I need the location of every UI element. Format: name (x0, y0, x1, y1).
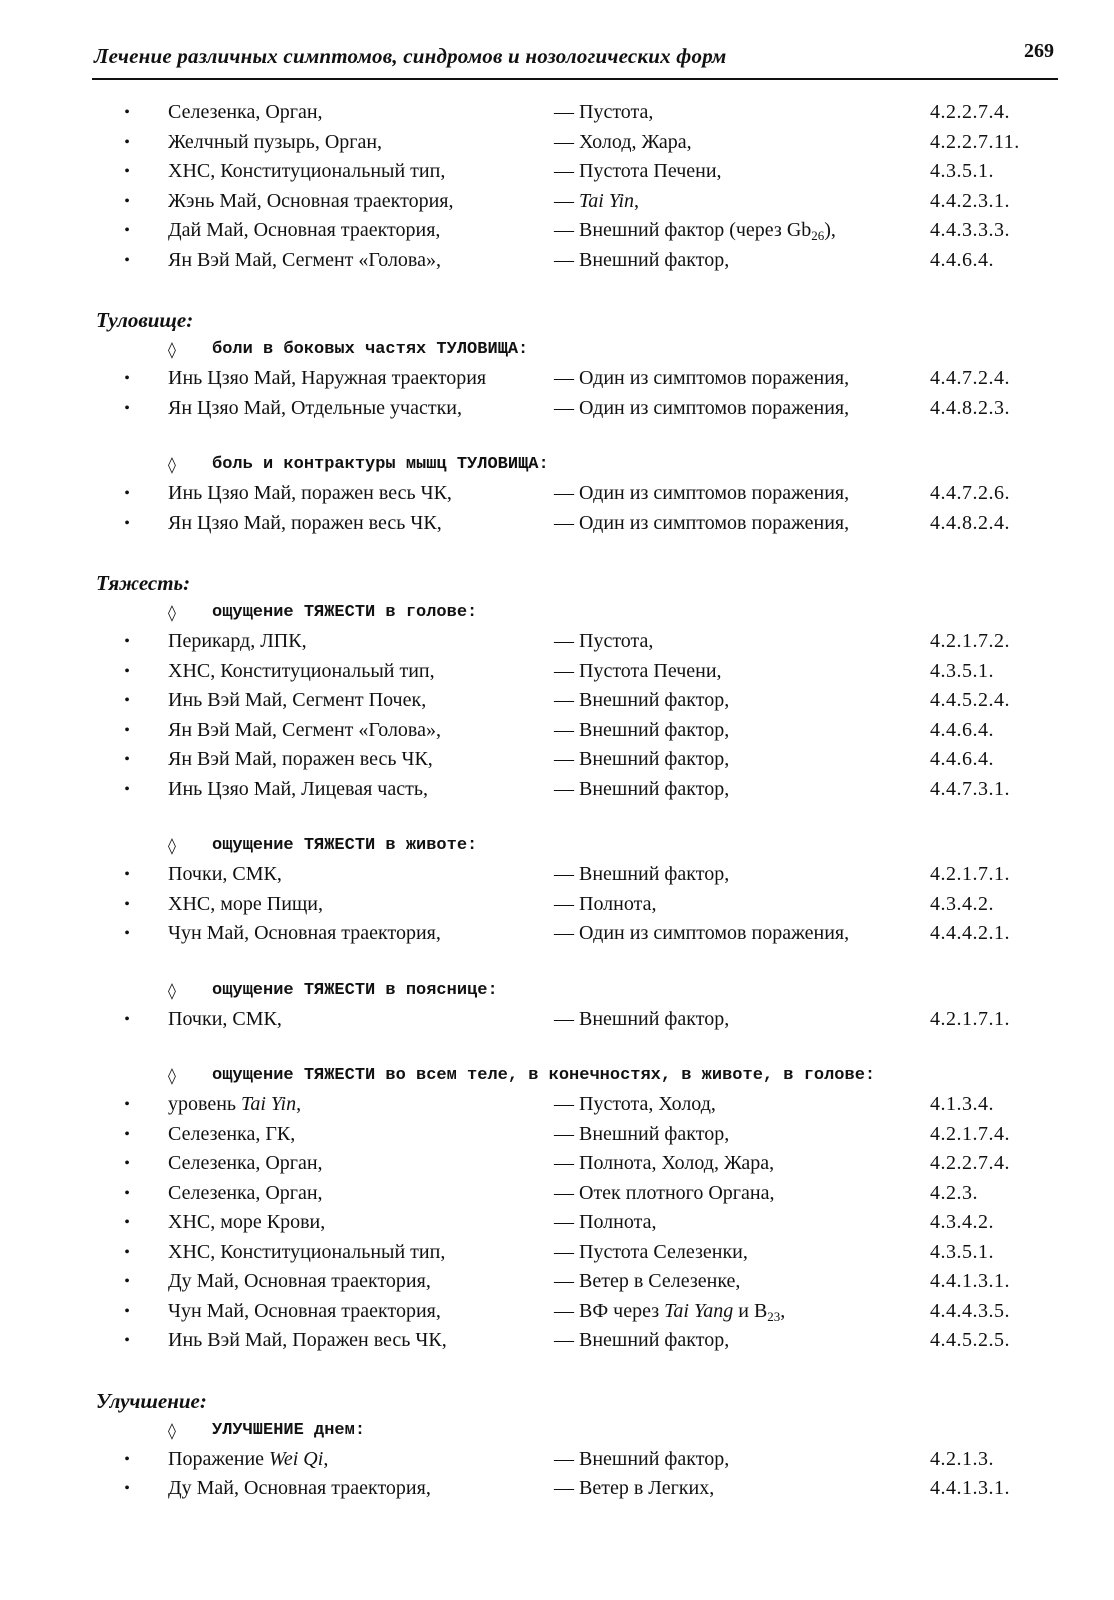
entry-row (0, 686, 1114, 716)
entry-name: Инь Цзяо Май, Лицевая часть, (168, 777, 428, 800)
bullet-icon: • (124, 485, 130, 502)
subheading-text: ощущение ТЯЖЕСТИ в голове: (212, 603, 478, 622)
bullet-icon: • (124, 163, 130, 180)
bullet-icon: • (124, 895, 130, 913)
bullet-icon: • (124, 104, 130, 121)
entry-name: Селезенка, ГК, (168, 1122, 296, 1145)
subheading (0, 598, 1114, 627)
entry-row (0, 1179, 1114, 1209)
entry-row (0, 187, 1114, 217)
subheading (0, 335, 1114, 364)
entry-condition: — Пустота Печени, (554, 659, 722, 682)
cell-part: , (296, 1093, 302, 1115)
entry-row (0, 479, 1114, 509)
entry-name: Ян Цзяо Май, Отдельные участки, (168, 396, 463, 419)
bullet-icon: • (124, 780, 130, 798)
bullet-icon: • (124, 370, 130, 387)
entry-condition: — Полнота, (554, 1211, 657, 1233)
bullet-icon: • (124, 1332, 130, 1349)
entry-name: Дай Май, Основная траектория, (168, 219, 441, 241)
entry-reference: 4.4.6.4. (930, 248, 994, 271)
entry-reference: 4.2.3. (930, 1181, 978, 1204)
entry-condition: — Внешний фактор, (554, 1447, 730, 1470)
subheading (0, 450, 1114, 479)
entry-list (0, 860, 1114, 949)
entry-reference: 4.3.5.1. (930, 659, 994, 682)
entry-reference: 4.3.4.2. (930, 1211, 994, 1233)
entry-row (0, 657, 1114, 687)
bullet-icon: • (124, 222, 130, 239)
bullet-icon: • (124, 399, 130, 417)
entry-name: Инь Цзяо Май, Наружная траектория (168, 367, 487, 389)
entry-name: Чун Май, Основная траектория, (168, 1299, 441, 1322)
entry-reference: 4.4.5.2.4. (930, 689, 1010, 711)
entry-condition: — Один из симптомов поражения, (554, 922, 850, 944)
bullet-icon: • (124, 721, 130, 739)
subheading-text: ощущение ТЯЖЕСТИ во всем теле, в конечностях, в животе, в голове: (212, 1066, 876, 1085)
cell-part: 23 (767, 1308, 781, 1324)
page-content (0, 98, 1114, 1504)
entry-reference: 4.4.6.4. (930, 718, 994, 741)
cell-part: уровень (168, 1093, 242, 1115)
entry-name: Селезенка, Орган, (168, 101, 323, 123)
entry-name: Ду Май, Основная траектория, (168, 1270, 431, 1292)
cell-part: — (554, 189, 579, 212)
cell-part: ), (824, 219, 836, 241)
section-heading: Улучшение: (96, 1388, 207, 1413)
bullet-icon: • (124, 1010, 130, 1028)
entry-condition: — Внешний фактор, (554, 1329, 730, 1351)
entry-row (0, 246, 1114, 276)
bullet-icon: • (124, 1302, 130, 1320)
entry-condition: — Внешний фактор, (554, 748, 730, 770)
section-continued-list (0, 98, 1114, 275)
entry-name: Чун Май, Основная траектория, (168, 922, 441, 944)
entry-condition: — Ветер в Селезенке, (554, 1270, 741, 1292)
entry-reference: 4.4.4.3.5. (930, 1299, 1010, 1322)
entry-reference: 4.3.4.2. (930, 892, 994, 915)
entry-condition: — Пустота Селезенки, (554, 1240, 748, 1263)
entry-list (0, 1445, 1114, 1504)
diamond-icon: ◊ (168, 980, 176, 1000)
entry-row (0, 1005, 1114, 1035)
entry-name: Инь Цзяо Май, поражен весь ЧК, (168, 482, 452, 504)
bullet-icon: • (124, 1480, 130, 1497)
entry-reference: 4.1.3.4. (930, 1093, 994, 1115)
entry-reference: 4.4.6.4. (930, 748, 994, 770)
entry-row (0, 1149, 1114, 1179)
diamond-icon: ◊ (168, 836, 176, 855)
bullet-icon: • (124, 251, 130, 269)
running-header (92, 38, 1058, 80)
entry-condition: — Внешний фактор, (554, 863, 730, 885)
cell-part: Tai Yang (664, 1299, 734, 1322)
entry-reference: 4.4.7.3.1. (930, 777, 1010, 800)
entry-row (0, 1297, 1114, 1327)
entry-reference: 4.2.1.7.2. (930, 630, 1010, 652)
entry-name: Ду Май, Основная траектория, (168, 1477, 431, 1499)
entry-row (0, 1474, 1114, 1504)
entry-condition: — Пустота, (554, 630, 654, 652)
entry-name: ХНС, море Пищи, (168, 892, 324, 915)
entry-reference: 4.2.2.7.11. (930, 130, 1020, 153)
subheading (0, 1416, 1114, 1445)
bullet-icon: • (124, 1125, 130, 1143)
entry-name: Жэнь Май, Основная траектория, (168, 189, 454, 212)
subheading (0, 831, 1114, 860)
bullet-icon: • (124, 866, 130, 883)
entry-name: Желчный пузырь, Орган, (168, 130, 383, 153)
entry-row (0, 716, 1114, 746)
entry-row (0, 364, 1114, 394)
entry-reference: 4.4.1.3.1. (930, 1270, 1010, 1292)
entry-condition (554, 216, 836, 246)
entry-condition: — Пустота, (554, 101, 654, 123)
diamond-icon: ◊ (168, 603, 176, 622)
entry-name: Ян Вэй Май, Сегмент «Голова», (168, 718, 441, 741)
entry-row (0, 1267, 1114, 1297)
entry-reference: 4.4.7.2.4. (930, 367, 1010, 389)
bullet-icon: • (124, 692, 130, 709)
entry-row (0, 509, 1114, 539)
entry-reference: 4.2.2.7.4. (930, 1152, 1010, 1174)
entry-condition: — Внешний фактор, (554, 689, 730, 711)
entry-name: Почки, СМК, (168, 1007, 282, 1030)
bullet-icon: • (124, 514, 130, 532)
diamond-icon: ◊ (168, 340, 176, 359)
cell-part: Tai Yin (241, 1093, 297, 1115)
entry-condition: — Пустота, Холод, (554, 1093, 716, 1115)
entry-row (0, 745, 1114, 775)
cell-part: , (323, 1447, 329, 1470)
entry-condition: — Внешний фактор, (554, 1007, 730, 1030)
entry-list (0, 364, 1114, 423)
subheading-text: УЛУЧШЕНИЕ днем: (212, 1420, 366, 1440)
cell-part: 26 (811, 228, 825, 243)
bullet-icon: • (124, 1096, 130, 1113)
entry-name (168, 1445, 328, 1475)
entry-reference: 4.4.1.3.1. (930, 1477, 1010, 1499)
entry-row (0, 98, 1114, 128)
entry-reference: 4.4.5.2.5. (930, 1329, 1010, 1351)
entry-row (0, 890, 1114, 920)
entry-list (0, 479, 1114, 538)
entry-condition (554, 187, 639, 217)
entry-condition: — Один из симптомов поражения, (554, 482, 850, 504)
entry-reference: 4.2.1.7.4. (930, 1122, 1010, 1145)
cell-part: — ВФ через (554, 1299, 665, 1322)
cell-part: , (634, 189, 640, 212)
bullet-icon: • (124, 1214, 130, 1231)
entry-name: Ян Вэй Май, Сегмент «Голова», (168, 248, 441, 271)
subheading-text: боли в боковых частях ТУЛОВИЩА: (212, 340, 529, 359)
entry-name: Перикард, ЛПК, (168, 630, 307, 652)
bullet-icon: • (124, 633, 130, 650)
entry-reference: 4.4.2.3.1. (930, 189, 1010, 212)
entry-reference: 4.2.2.7.4. (930, 101, 1010, 123)
entry-reference: 4.4.3.3.3. (930, 219, 1010, 241)
entry-name: Ян Цзяо Май, поражен весь ЧК, (168, 511, 442, 534)
entry-row (0, 1208, 1114, 1238)
entry-condition: — Холод, Жара, (554, 130, 692, 153)
entry-row (0, 128, 1114, 158)
bullet-icon: • (124, 133, 130, 151)
entry-condition: — Полнота, (554, 892, 657, 915)
bullet-icon: • (124, 751, 130, 768)
entry-name: ХНС, Конституциональный тип, (168, 1240, 446, 1263)
entry-row (0, 216, 1114, 246)
entry-reference: 4.3.5.1. (930, 160, 994, 182)
entry-name (168, 1090, 301, 1120)
bullet-icon: • (124, 925, 130, 942)
entry-name: ХНС, Конституциональный тип, (168, 160, 446, 182)
cell-part: Tai Yin (579, 189, 635, 212)
section-heaviness (0, 568, 1114, 1356)
cell-part: Wei Qi (269, 1447, 324, 1470)
entry-reference: 4.2.1.7.1. (930, 1007, 1010, 1030)
subheading-text: ощущение ТЯЖЕСТИ в животе: (212, 836, 478, 855)
bullet-icon: • (124, 1273, 130, 1290)
cell-part: , (780, 1299, 786, 1322)
entry-condition: — Внешний фактор, (554, 718, 730, 741)
entry-name: Почки, СМК, (168, 863, 282, 885)
running-header-title: Лечение различных симптомов, синдромов и нозологических форм (94, 44, 727, 68)
entry-name: Инь Вэй Май, Сегмент Почек, (168, 689, 427, 711)
entry-row (0, 1090, 1114, 1120)
entry-row (0, 919, 1114, 949)
entry-condition: — Один из симптомов поражения, (554, 511, 850, 534)
entry-name: ХНС, море Крови, (168, 1211, 326, 1233)
bullet-icon: • (124, 1450, 130, 1468)
entry-condition: — Внешний фактор, (554, 1122, 730, 1145)
bullet-icon: • (124, 662, 130, 680)
entry-name: Селезенка, Орган, (168, 1152, 323, 1174)
entry-condition: — Полнота, Холод, Жара, (554, 1152, 775, 1174)
diamond-icon: ◊ (168, 1420, 176, 1440)
diamond-icon: ◊ (168, 455, 176, 474)
entry-name: Селезенка, Орган, (168, 1181, 323, 1204)
entry-name: ХНС, Конституциональый тип, (168, 659, 435, 682)
entry-name: Ян Вэй Май, поражен весь ЧК, (168, 748, 433, 770)
entry-reference: 4.2.1.7.1. (930, 863, 1010, 885)
section-heading: Тяжесть: (96, 571, 191, 595)
entry-reference: 4.4.8.2.3. (930, 396, 1010, 419)
entry-row (0, 1326, 1114, 1356)
diamond-icon: ◊ (168, 1066, 176, 1085)
entry-condition: — Один из симптомов поражения, (554, 396, 850, 419)
entry-reference: 4.2.1.3. (930, 1447, 994, 1470)
cell-part: — Внешний фактор (через Gb (554, 219, 812, 241)
entry-name: Инь Вэй Май, Поражен весь ЧК, (168, 1329, 447, 1351)
entry-condition: — Отек плотного Органа, (554, 1181, 775, 1204)
entry-reference: 4.4.4.2.1. (930, 922, 1010, 944)
entry-reference: 4.4.8.2.4. (930, 511, 1010, 534)
entry-list (0, 1090, 1114, 1356)
bullet-icon: • (124, 1243, 130, 1261)
entry-row (0, 775, 1114, 805)
entry-condition: — Внешний фактор, (554, 248, 730, 271)
entry-list (0, 1005, 1114, 1035)
bullet-icon: • (124, 1155, 130, 1172)
entry-condition (554, 1297, 785, 1327)
entry-row (0, 157, 1114, 187)
section-torso (0, 305, 1114, 538)
entry-list (0, 627, 1114, 804)
entry-row (0, 394, 1114, 424)
entry-row (0, 1238, 1114, 1268)
bullet-icon: • (124, 192, 130, 210)
entry-condition: — Внешний фактор, (554, 777, 730, 800)
entry-row (0, 1445, 1114, 1475)
cell-part: и B (733, 1299, 768, 1322)
entry-condition: — Ветер в Легких, (554, 1477, 715, 1499)
entry-row (0, 860, 1114, 890)
entry-condition: — Пустота Печени, (554, 160, 722, 182)
cell-part: Поражение (168, 1447, 270, 1470)
subheading-text: боль и контрактуры мышц ТУЛОВИЩА: (212, 455, 549, 474)
entry-condition: — Один из симптомов поражения, (554, 367, 850, 389)
entry-reference: 4.4.7.2.6. (930, 482, 1010, 504)
entry-row (0, 627, 1114, 657)
subheading (0, 976, 1114, 1005)
page-number: 269 (1024, 40, 1054, 62)
entry-reference: 4.3.5.1. (930, 1240, 994, 1263)
subheading-text: ощущение ТЯЖЕСТИ в пояснице: (212, 980, 498, 1000)
subheading (0, 1061, 1114, 1090)
entry-row (0, 1120, 1114, 1150)
bullet-icon: • (124, 1184, 130, 1202)
section-improvement (0, 1386, 1114, 1504)
section-heading: Туловище: (96, 308, 194, 332)
